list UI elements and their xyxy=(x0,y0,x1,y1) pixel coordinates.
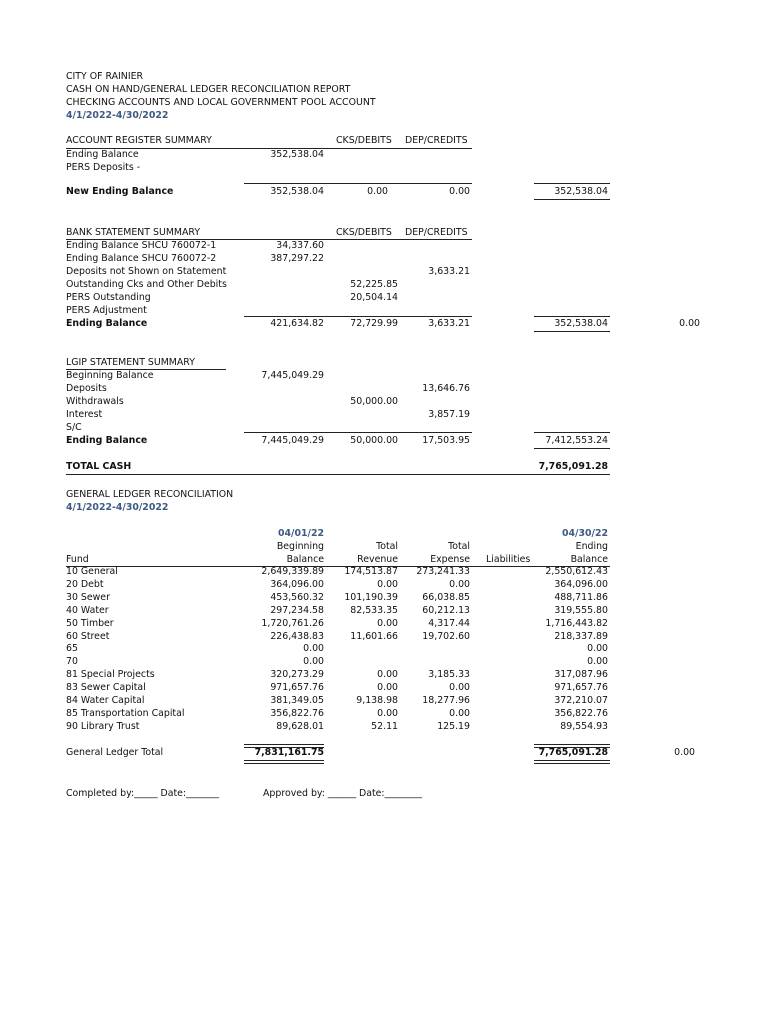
gl-total-underline-end xyxy=(534,760,610,764)
register-new-cks: 0.00 xyxy=(367,186,388,197)
bank-total-rule-right xyxy=(534,316,610,317)
gl-row-begin: 381,349.05 xyxy=(270,695,324,706)
gl-row-fund: 60 Street xyxy=(66,630,110,642)
gl-row-exp: 0.00 xyxy=(449,707,470,719)
gl-row-rev: 11,601.66 xyxy=(350,630,398,642)
gl-row-fund: 90 Library Trust xyxy=(66,720,140,732)
gl-row-begin: 0.00 xyxy=(303,656,324,668)
lgip-total-underline xyxy=(534,448,610,449)
bank-end-total: 352,538.04 xyxy=(554,318,608,329)
gl-row-begin: 89,628.01 xyxy=(276,720,324,732)
total-cash-value: 7,765,091.28 xyxy=(538,461,608,472)
gl-row-fund: 40 Water xyxy=(66,604,109,616)
gl-row-exp: 4,317.44 xyxy=(428,617,470,629)
lgip-total-rule-right xyxy=(534,432,610,433)
gl-row-begin: 453,560.32 xyxy=(270,591,324,603)
lgip-r3-cks: 50,000.00 xyxy=(350,396,398,407)
gl-row-begin: 971,657.76 xyxy=(270,682,324,694)
gl-h-exp-2: Expense xyxy=(430,554,470,565)
gl-h-end-1: Ending xyxy=(575,541,608,552)
gl-row-fund: 70 xyxy=(66,656,78,668)
register-new-label: New Ending Balance xyxy=(66,186,174,197)
register-col-cks: CKS/DEBITS xyxy=(336,135,392,146)
bank-r5-label: PERS Outstanding xyxy=(66,292,151,303)
bank-r3-label: Deposits not Shown on Statement xyxy=(66,266,227,277)
gl-row-begin: 364,096.00 xyxy=(270,578,324,590)
gl-row-rev: 0.00 xyxy=(377,578,398,590)
lgip-r1-label: Beginning Balance xyxy=(66,370,154,381)
lgip-r1-value: 7,445,049.29 xyxy=(261,370,324,381)
gl-h-exp-1: Total xyxy=(448,541,470,552)
report-city: CITY OF RAINIER xyxy=(66,71,144,82)
gl-row-exp: 3,185.33 xyxy=(428,669,470,681)
gl-row-exp: 0.00 xyxy=(449,682,470,694)
gl-total-label: General Ledger Total xyxy=(66,747,164,758)
gl-row-end: 356,822.76 xyxy=(554,707,608,719)
register-ending-label: Ending Balance xyxy=(66,149,139,160)
lgip-end-label: Ending Balance xyxy=(66,435,148,446)
lgip-total-rule xyxy=(244,432,472,433)
gl-row-end: 319,555.80 xyxy=(554,604,608,616)
register-ending-value: 352,538.04 xyxy=(270,149,324,160)
gl-end-date: 04/30/22 xyxy=(562,528,608,539)
register-total-rule xyxy=(244,183,472,184)
gl-row-end: 488,711.86 xyxy=(554,591,608,603)
register-title: ACCOUNT REGISTER SUMMARY xyxy=(66,135,212,146)
gl-row-fund: 65 xyxy=(66,643,78,655)
bank-col-dep: DEP/CREDITS xyxy=(405,227,468,238)
gl-row-exp: 125.19 xyxy=(437,720,470,732)
gl-row-begin: 1,720,761.26 xyxy=(261,617,324,629)
gl-row-rev: 0.00 xyxy=(377,707,398,719)
gl-row-fund: 50 Timber xyxy=(66,617,114,629)
gl-row-fund: 84 Water Capital xyxy=(66,695,145,706)
gl-row-fund: 85 Transportation Capital xyxy=(66,707,185,719)
gl-row-end: 1,716,443.82 xyxy=(545,617,608,629)
bank-end-diff: 0.00 xyxy=(679,318,700,329)
lgip-r2-label: Deposits xyxy=(66,383,107,394)
gl-h-fund: Fund xyxy=(66,554,89,565)
approved-by-line: Approved by: ______ Date:________ xyxy=(263,788,423,799)
bank-end-bal: 421,634.82 xyxy=(270,318,324,329)
gl-row-begin: 320,273.29 xyxy=(270,669,324,681)
gl-row-end: 0.00 xyxy=(587,643,608,655)
bank-total-underline xyxy=(534,331,610,332)
gl-total-diff: 0.00 xyxy=(674,747,695,758)
bank-r3-dep: 3,633.21 xyxy=(428,266,470,277)
gl-row-rev: 9,138.98 xyxy=(356,695,398,706)
gl-row-rev: 0.00 xyxy=(377,617,398,629)
bank-r2-value: 387,297.22 xyxy=(270,253,324,264)
gl-row-rev: 82,533.35 xyxy=(350,604,398,616)
gl-row-end: 372,210.07 xyxy=(554,695,608,706)
completed-by-line: Completed by:_____ Date:_______ xyxy=(66,788,219,799)
gl-total-underline-begin xyxy=(244,760,324,764)
lgip-r4-label: Interest xyxy=(66,409,103,420)
register-total-rule-right xyxy=(534,183,610,184)
gl-row-end: 971,657.76 xyxy=(554,682,608,694)
gl-row-begin: 0.00 xyxy=(303,643,324,655)
bank-r6-label: PERS Adjustment xyxy=(66,305,147,316)
gl-row-exp: 273,241.33 xyxy=(416,566,470,577)
gl-row-exp: 0.00 xyxy=(449,578,470,590)
gl-row-begin: 2,649,339.89 xyxy=(261,566,324,577)
gl-row-rev: 52.11 xyxy=(371,720,398,732)
gl-h-rev-1: Total xyxy=(376,541,398,552)
gl-row-fund: 81 Special Projects xyxy=(66,669,155,681)
gl-row-end: 317,087.96 xyxy=(554,669,608,681)
report-title: CASH ON HAND/GENERAL LEDGER RECONCILIATION REPORT xyxy=(66,84,351,95)
gl-h-begin-2: Balance xyxy=(286,554,324,565)
bank-r5-cks: 20,504.14 xyxy=(350,292,398,303)
bank-total-rule xyxy=(244,316,472,317)
bank-r4-label: Outstanding Cks and Other Debits xyxy=(66,279,227,290)
bank-r1-value: 34,337.60 xyxy=(276,240,324,251)
gl-begin-date: 04/01/22 xyxy=(278,528,324,539)
gl-total-begin: 7,831,161.75 xyxy=(254,747,324,758)
gl-row-begin: 297,234.58 xyxy=(270,604,324,616)
gl-h-liab: Liabilities xyxy=(486,554,531,565)
register-col-dep: DEP/CREDITS xyxy=(405,135,468,146)
bank-end-cks: 72,729.99 xyxy=(350,318,398,329)
lgip-r3-label: Withdrawals xyxy=(66,396,124,407)
gl-row-exp: 19,702.60 xyxy=(422,630,470,642)
gl-row-rev: 0.00 xyxy=(377,669,398,681)
gl-row-end: 2,550,612.43 xyxy=(545,566,608,577)
lgip-r4-dep: 3,857.19 xyxy=(428,409,470,420)
report-subtitle: CHECKING ACCOUNTS AND LOCAL GOVERNMENT POOL ACCOUNT xyxy=(66,97,376,108)
bank-r4-cks: 52,225.85 xyxy=(350,279,398,290)
bank-col-cks: CKS/DEBITS xyxy=(336,227,392,238)
gl-row-rev: 174,513.87 xyxy=(344,566,398,577)
report-period: 4/1/2022-4/30/2022 xyxy=(66,110,169,121)
gl-row-fund: 20 Debt xyxy=(66,578,104,590)
gl-title: GENERAL LEDGER RECONCILIATION xyxy=(66,489,234,500)
total-cash-rule xyxy=(66,474,610,475)
bank-r2-label: Ending Balance SHCU 760072-2 xyxy=(66,253,217,264)
bank-end-label: Ending Balance xyxy=(66,318,148,329)
lgip-end-dep: 17,503.95 xyxy=(422,435,470,446)
bank-end-dep: 3,633.21 xyxy=(428,318,470,329)
lgip-title: LGIP STATEMENT SUMMARY xyxy=(66,357,195,368)
gl-total-end: 7,765,091.28 xyxy=(538,747,608,758)
gl-h-begin-1: Beginning xyxy=(276,541,324,552)
lgip-end-total: 7,412,553.24 xyxy=(545,435,608,446)
lgip-r5-label: S/C xyxy=(66,422,82,433)
gl-h-rev-2: Revenue xyxy=(357,554,398,565)
total-cash-label: TOTAL CASH xyxy=(66,461,132,472)
gl-h-end-2: Balance xyxy=(570,554,608,565)
gl-row-fund: 83 Sewer Capital xyxy=(66,682,146,694)
gl-row-begin: 226,438.83 xyxy=(270,630,324,642)
gl-row-end: 218,337.89 xyxy=(554,630,608,642)
gl-row-fund: 10 General xyxy=(66,566,118,577)
gl-row-end: 0.00 xyxy=(587,656,608,668)
gl-row-rev: 0.00 xyxy=(377,682,398,694)
gl-period: 4/1/2022-4/30/2022 xyxy=(66,502,169,513)
register-new-total: 352,538.04 xyxy=(554,186,608,197)
gl-row-fund: 30 Sewer xyxy=(66,591,110,603)
gl-row-rev: 101,190.39 xyxy=(344,591,398,603)
register-pers-label: PERS Deposits - xyxy=(66,162,141,173)
gl-row-end: 364,096.00 xyxy=(554,578,608,590)
register-total-underline xyxy=(534,199,610,200)
bank-title: BANK STATEMENT SUMMARY xyxy=(66,227,201,238)
lgip-r2-dep: 13,646.76 xyxy=(422,383,470,394)
register-new-dep: 0.00 xyxy=(449,186,470,197)
gl-row-end: 89,554.93 xyxy=(560,720,608,732)
gl-row-exp: 60,212.13 xyxy=(422,604,470,616)
gl-row-exp: 66,038.85 xyxy=(422,591,470,603)
gl-row-begin: 356,822.76 xyxy=(270,707,324,719)
register-new-bal: 352,538.04 xyxy=(270,186,324,197)
lgip-end-bal: 7,445,049.29 xyxy=(261,435,324,446)
gl-row-exp: 18,277.96 xyxy=(422,695,470,706)
bank-r1-label: Ending Balance SHCU 760072-1 xyxy=(66,240,217,251)
lgip-end-cks: 50,000.00 xyxy=(350,435,398,446)
